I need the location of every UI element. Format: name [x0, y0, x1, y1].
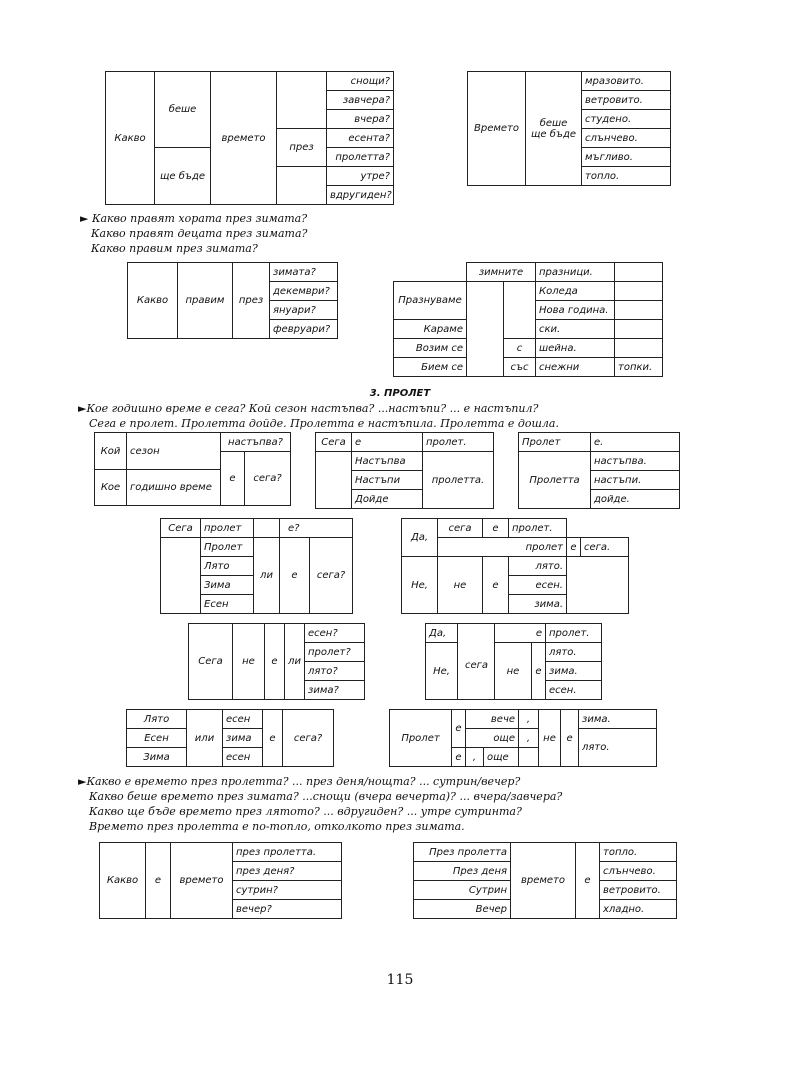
word-e: е — [146, 843, 171, 919]
time-cell: През деня — [414, 862, 511, 881]
word-sas: със — [504, 358, 536, 377]
word-doide: дойде. — [591, 490, 680, 509]
comma: , — [466, 748, 484, 767]
adjective-cell: ветровито. — [582, 91, 671, 110]
word-oshte: още — [484, 748, 519, 767]
word-ne: не — [539, 710, 561, 767]
word-e: е — [352, 433, 423, 452]
word-karame: Караме — [394, 320, 467, 339]
adjective-cell: ветровито. — [600, 881, 677, 900]
word-prolet: пролет. — [509, 519, 567, 538]
word-koleda: Коледа — [536, 282, 615, 301]
comma: , — [519, 729, 539, 748]
season-cell: лято. — [579, 729, 657, 767]
word-e: е. — [591, 433, 680, 452]
word-vremeto: времето — [211, 72, 277, 205]
word-e: е — [495, 624, 546, 643]
word-e: е — [221, 452, 245, 506]
season-cell: лято. — [546, 643, 602, 662]
time-cell: през деня? — [233, 862, 342, 881]
adjective-cell: мразовито. — [582, 72, 671, 91]
word-prez: през — [277, 129, 327, 167]
time-cell: през пролетта. — [233, 843, 342, 862]
word-snezhni: снежни — [536, 358, 615, 377]
adjective-cell: хладно. — [600, 900, 677, 919]
word-li: ли — [285, 624, 305, 700]
word-proletta: пролетта. — [423, 452, 494, 509]
season-cell: зима. — [509, 595, 567, 614]
word-kakvo: Какво — [100, 843, 146, 919]
word-ili: или — [187, 710, 223, 767]
exercise-questions-winter: ► Какво правят хората през зимата? Какво правят децата през зимата? Какво правим през зимата? — [80, 212, 308, 255]
adjective-cell: топло. — [600, 843, 677, 862]
word-e-question: е? — [280, 519, 353, 538]
word-praznici: празници. — [536, 263, 615, 282]
word-prez: през — [233, 263, 270, 339]
word-sega: сега? — [245, 452, 291, 506]
season-cell: Есен — [127, 729, 187, 748]
word-da: Да, — [402, 519, 438, 557]
season-cell: зима? — [305, 681, 365, 700]
adjective-cell: студено. — [582, 110, 671, 129]
adjective-cell: топло. — [582, 167, 671, 186]
word-sheina: шейна. — [536, 339, 615, 358]
word-sega: Сега — [189, 624, 233, 700]
time-cell: вчера? — [327, 110, 394, 129]
word-vremeto: времето — [171, 843, 233, 919]
adjective-cell: слънчево. — [582, 129, 671, 148]
word-vremeto: времето — [511, 843, 576, 919]
word-e: е — [532, 643, 546, 700]
word-beshe: беше — [155, 72, 211, 148]
word-ne: не — [233, 624, 265, 700]
word-li: ли — [254, 538, 280, 614]
word-zimnite: зимните — [467, 263, 536, 282]
season-cell: есен. — [509, 576, 567, 595]
word-ne: не — [438, 557, 483, 614]
word-nova-godina: Нова година. — [536, 301, 615, 320]
word-ne: Не, — [426, 643, 458, 700]
time-cell: сутрин? — [233, 881, 342, 900]
word-e: е — [263, 710, 283, 767]
sentence-table-weather-by-time — [413, 842, 677, 919]
word-nastapi: настъпи. — [591, 471, 680, 490]
word-e: е — [561, 710, 579, 767]
season-cell: лято. — [509, 557, 567, 576]
word-veche: вече — [466, 710, 519, 729]
word-sega-question: сега? — [310, 538, 353, 614]
section-title: 3. ПРОЛЕТ — [369, 388, 431, 399]
word-shte-bade: ще бъде — [155, 148, 211, 205]
time-cell: утре? — [327, 167, 394, 186]
word-e: е — [452, 748, 466, 767]
season-cell: зима. — [546, 662, 602, 681]
season-cell: Пролет — [201, 538, 254, 557]
word-godishno-vreme: годишно време — [127, 470, 221, 506]
time-cell: вечер? — [233, 900, 342, 919]
word-pravim: правим — [178, 263, 233, 339]
adjective-cell: слънчево. — [600, 862, 677, 881]
triangle-icon: ► — [80, 212, 89, 225]
time-cell: През пролетта — [414, 843, 511, 862]
word-sezon: сезон — [127, 433, 221, 470]
season-cell: Зима — [127, 748, 187, 767]
word-sega: сега — [438, 519, 483, 538]
word-ne: Не, — [402, 557, 438, 614]
word-nastapva: настъпва. — [591, 452, 680, 471]
word-prolet: пролет — [201, 519, 254, 538]
word-topki: топки. — [615, 358, 663, 377]
sentence-table-what-weather-was — [105, 71, 394, 205]
word-e: е — [483, 557, 509, 614]
time-cell: Вечер — [414, 900, 511, 919]
word-doide: Дойде — [352, 490, 423, 509]
season-cell: есен. — [546, 681, 602, 700]
word-sega: сега. — [581, 538, 629, 557]
word-prolet: Пролет — [519, 433, 591, 452]
season-cell: есен — [223, 710, 263, 729]
time-cell: завчера? — [327, 91, 394, 110]
word-prolet: пролет. — [546, 624, 602, 643]
sentence-table-season-or-season — [126, 709, 334, 767]
sentence-table-yes-no-spring — [425, 623, 602, 700]
word-ne: не — [495, 643, 532, 700]
word-ski: ски. — [536, 320, 615, 339]
word-proletta: Пролетта — [519, 452, 591, 509]
word-kakvo: Какво — [128, 263, 178, 339]
season-cell: зима. — [579, 710, 657, 729]
word-e: е — [576, 843, 600, 919]
sentence-table-is-it-not-season — [188, 623, 365, 700]
sentence-table-which-season — [94, 432, 291, 506]
season-cell: Лято — [127, 710, 187, 729]
word-beshe-shte-bade: беше ще бъде — [526, 72, 582, 186]
sentence-table-winter-activities — [393, 262, 663, 377]
time-cell: снощи? — [327, 72, 394, 91]
season-cell: Есен — [201, 595, 254, 614]
sentence-table-yes-no-season — [401, 518, 629, 614]
sentence-table-spring-came — [315, 432, 494, 509]
season-cell: лято? — [305, 662, 365, 681]
word-koe: Кое — [95, 470, 127, 506]
word-vremeto: Времето — [468, 72, 526, 186]
season-cell: есен? — [305, 624, 365, 643]
page-number: 115 — [386, 972, 414, 988]
adjective-cell: мъгливо. — [582, 148, 671, 167]
word-vozim-se: Возим се — [394, 339, 467, 358]
word-s: с — [504, 339, 536, 358]
time-cell: есента? — [327, 129, 394, 148]
word-oshte: още — [466, 729, 519, 748]
word-e: е — [265, 624, 285, 700]
word-e: е — [452, 710, 466, 748]
comma: , — [519, 710, 539, 729]
sentence-table-spring-arrived — [518, 432, 680, 509]
word-prolet: пролет — [438, 538, 567, 557]
word-praznuvame: Празнуваме — [394, 282, 467, 320]
time-cell: вдругиден? — [327, 186, 394, 205]
time-cell: Сутрин — [414, 881, 511, 900]
word-sega: Сега — [161, 519, 201, 538]
exercise-questions-spring: ►Кое годишно време е сега? Кой сезон настъпва? ...настъпи? ... е настъпил? Сега е пролет. Пролетта дойде. Пролетта е настъпила. Пролетта е дошла. — [78, 402, 559, 430]
word-da: Да, — [426, 624, 458, 643]
month-cell: януари? — [270, 301, 338, 320]
month-cell: зимата? — [270, 263, 338, 282]
sentence-table-already-still — [389, 709, 657, 767]
word-nastapi: Настъпи — [352, 471, 423, 490]
season-cell: есен — [223, 748, 263, 767]
season-cell: зима — [223, 729, 263, 748]
word-kakvo: Какво — [106, 72, 155, 205]
season-cell: Лято — [201, 557, 254, 576]
word-e: е — [280, 538, 310, 614]
word-prolet: Пролет — [390, 710, 452, 767]
season-cell: пролет? — [305, 643, 365, 662]
sentence-table-what-we-do — [127, 262, 338, 339]
word-sega-question: сега? — [283, 710, 334, 767]
word-biem-se: Бием се — [394, 358, 467, 377]
sentence-table-what-weather-is — [99, 842, 342, 919]
word-e: е — [483, 519, 509, 538]
month-cell: декември? — [270, 282, 338, 301]
season-cell: Зима — [201, 576, 254, 595]
triangle-icon: ► — [78, 402, 87, 415]
sentence-table-weather-adjectives — [467, 71, 671, 186]
word-sega: сега — [464, 660, 489, 671]
word-sega: Сега — [316, 433, 352, 452]
time-cell: пролетта? — [327, 148, 394, 167]
word-nastapva: настъпва? — [221, 433, 291, 452]
month-cell: февруари? — [270, 320, 338, 339]
sentence-table-is-it-season — [160, 518, 353, 614]
word-e: е — [567, 538, 581, 557]
exercise-questions-weather: ►Какво е времето през пролетта? ... през деня/нощта? ... сутрин/вечер? Какво беше времето през зимата? ...снощи (вчера вечерта)? ... вчера/завчера? Какво ще бъде времето през лятото? ... вдругиден? ... утре сутринта? Времето през пролетта е по-топло, отколкото през зимата. — [78, 775, 563, 833]
word-koi: Кой — [95, 433, 127, 470]
word-prolet: пролет. — [423, 433, 494, 452]
word-nastapva: Настъпва — [352, 452, 423, 471]
triangle-icon: ► — [78, 775, 87, 788]
